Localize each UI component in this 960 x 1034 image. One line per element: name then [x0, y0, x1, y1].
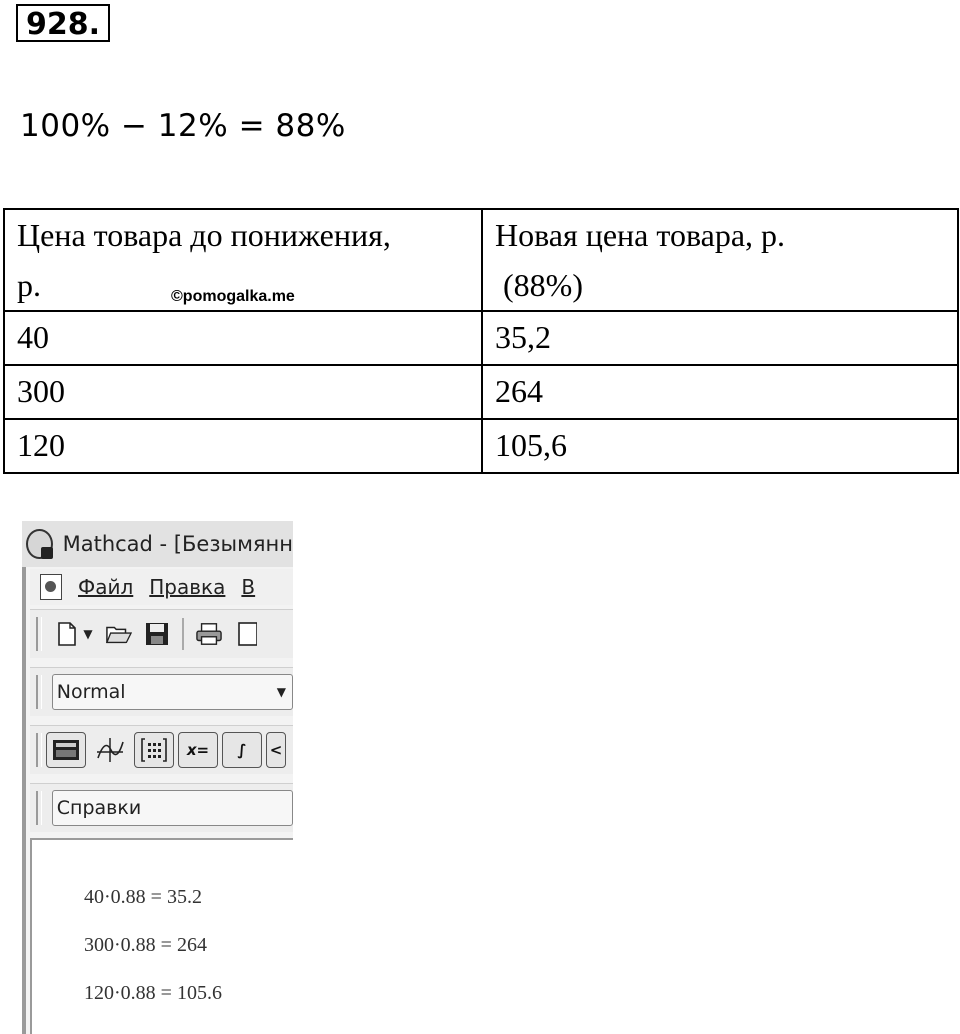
math-region[interactable]: 120·0.88 = 105.6: [84, 982, 222, 1004]
calculator-toolbar-button[interactable]: [46, 732, 86, 768]
document-icon[interactable]: [40, 574, 62, 600]
print-preview-icon[interactable]: [234, 620, 260, 648]
style-select-value: Normal: [56, 681, 126, 703]
watermark: ©pomogalka.me: [171, 288, 295, 305]
toolbar-separator: [182, 618, 184, 650]
menu-file[interactable]: Файл: [78, 575, 134, 599]
percent-equation: 100% − 12% = 88%: [20, 108, 346, 144]
mathcad-app-icon: [26, 529, 53, 559]
new-dropdown-arrow-icon[interactable]: ▼: [83, 627, 93, 641]
price-table: [3, 208, 959, 474]
toolbar-grip[interactable]: [36, 617, 42, 651]
graph-toolbar-button[interactable]: [90, 732, 130, 768]
window-border: [22, 567, 26, 1034]
table-row: [4, 311, 958, 365]
boolean-toolbar-button[interactable]: <: [266, 732, 286, 768]
open-folder-icon[interactable]: [106, 620, 132, 648]
new-price-cell: 264: [482, 365, 958, 419]
toolbar-grip[interactable]: [36, 675, 42, 709]
table-row: [4, 419, 958, 473]
new-price-cell: 105,6: [482, 419, 958, 473]
header-new-price-line1: Новая цена товара, р.: [495, 217, 786, 253]
table-header-row: [4, 209, 958, 311]
formatting-toolbar: [30, 667, 293, 716]
chevron-down-icon[interactable]: ▼: [276, 685, 286, 699]
style-select[interactable]: [52, 674, 293, 710]
header-old-price-line2: р.: [17, 267, 41, 303]
old-price-cell: 40: [4, 311, 482, 365]
table-row: [4, 365, 958, 419]
resources-select-value: Справки: [56, 797, 142, 819]
calculus-toolbar-button[interactable]: [222, 732, 262, 768]
new-document-icon[interactable]: [54, 620, 80, 648]
mathcad-screenshot: [22, 521, 293, 1034]
math-toolbar: [30, 725, 293, 774]
header-new-price: [482, 209, 958, 311]
header-old-price-line1: Цена товара до понижения,: [17, 217, 391, 253]
new-price-cell: 35,2: [482, 311, 958, 365]
menu-edit[interactable]: Правка: [149, 575, 226, 599]
matrix-toolbar-button[interactable]: [134, 732, 174, 768]
old-price-cell: 120: [4, 419, 482, 473]
toolbar-grip[interactable]: [36, 791, 42, 825]
mathcad-worksheet[interactable]: [30, 838, 293, 1034]
menu-bar: [30, 569, 293, 605]
math-region[interactable]: 300·0.88 = 264: [84, 934, 207, 956]
window-title: Mathcad - [Безымянн: [62, 532, 293, 556]
old-price-cell: 300: [4, 365, 482, 419]
menu-view[interactable]: В: [241, 575, 256, 599]
save-icon[interactable]: [144, 620, 170, 648]
standard-toolbar: [30, 609, 293, 658]
header-old-price: [4, 209, 482, 311]
print-icon[interactable]: [196, 620, 222, 648]
problem-number: 928.: [16, 4, 110, 42]
toolbar-grip[interactable]: [36, 733, 42, 767]
header-new-price-line2: (88%): [503, 267, 583, 303]
resources-toolbar: [30, 783, 293, 832]
resources-select[interactable]: [52, 790, 293, 826]
evaluation-toolbar-button[interactable]: x=: [178, 732, 218, 768]
math-region[interactable]: 40·0.88 = 35.2: [84, 886, 202, 908]
mathcad-title-bar: [22, 521, 293, 567]
integral-icon: ∫: [237, 741, 247, 759]
